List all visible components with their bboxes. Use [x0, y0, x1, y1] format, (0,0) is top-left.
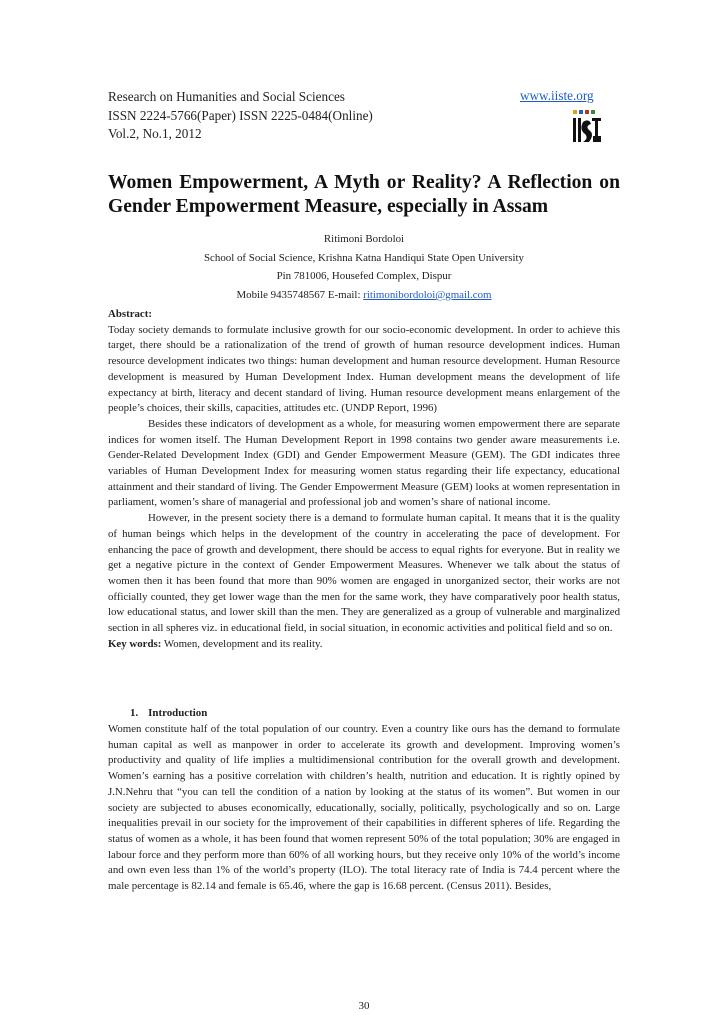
author-email-link[interactable]: ritimonibordoloi@gmail.com [363, 289, 492, 301]
introduction-paragraph-1: Women constitute half of the total population of our country. Even a country like ours has the demand to formulate human capital as well as manpower in order to accelerate its growth and development. Improving women’s productivity and quality of life implies a multidimensional contribution for the overall growth and development. Women’s earning has a positive correlation with children’s health, nutrition and education. It is rightly opined by J.N.Nehru that “you can tell the condition of a nation by looking at the status of its women”. But women in our society are subjected to abuses economically, educationally, socially, politically, psychologically and so on. Large inequalities prevail in our society for the improvement of their capabilities in different spheres of life. Regarding the status of women as a whole, it has been found that women represent 50% of the total population; 30% are engaged in labour force and they perform more than 60% of all working hours, but they receive only 10% of the world’s income and own even less than 1% of the world’s property (ILO). The total literacy rate of India is 74.4 percent where the male percentage is 82.14 and female is 65.46, where the gap is 16.68 percent. (Census 2011). Besides, [108, 723, 620, 893]
author-contact-prefix: Mobile 9435748567 E-mail: [236, 289, 364, 301]
journal-issn: ISSN 2224-5766(Paper) ISSN 2225-0484(Online) [108, 107, 373, 123]
abstract-paragraph-2: Besides these indicators of development as a whole, for measuring women empowerment there are separate indices for women itself. The Human Development Report in 1998 contains two gender aware measurements i.e. Gender-Related Development Index (GDI) and Gender Empowerment Measure (GEM). The GDI indicates three variables of Human Development Index for measuring women status regarding their life expectancy, educational attainment and their standard of living. The Gender Empowerment Measure (GEM) looks at women representation in parliament, women’s share of managerial and professional job and women’s share of national income. [108, 417, 620, 509]
journal-name: Research on Humanities and Social Sciences [108, 89, 345, 104]
abstract-section [108, 307, 620, 652]
section-heading-introduction [130, 707, 207, 719]
keywords-label: Key words: [108, 637, 162, 650]
page-number: 30 [358, 1000, 370, 1012]
abstract-paragraph-1: Today society demands to formulate inclusive growth for our socio-economic development. In order to achieve this target, there should be a rationalization of the trend of growth of human resource development indices. Human resource development indicates two things: human development and human resource development. Human Resource development is measured by Human Development Index. Human development means the development of life expectancy at birth, literacy and decent standard of living. Human resource development means enlargement of the people’s choices, their skills, capacities, attitudes etc. (UNDP Report, 1996) [108, 323, 620, 415]
title-line-2: Gender Empowerment Measure, especially in Assam [108, 195, 549, 217]
journal-volume: Vol.2, No.1, 2012 [108, 126, 202, 141]
author-affiliation: School of Social Science, Krishna Katna Handiqui State Open University [204, 252, 524, 264]
author-address: Pin 781006, Housefed Complex, Dispur [276, 270, 452, 282]
author-name: Ritimoni Bordoloi [323, 233, 405, 245]
author-contact [108, 289, 620, 301]
section-number: 1. [130, 707, 139, 719]
introduction-section [108, 722, 620, 895]
keywords-line [108, 637, 620, 653]
section-title: Introduction [148, 707, 208, 719]
abstract-paragraph-3: However, in the present society there is a demand to formulate human capital. It means that it is the quality of human beings which helps in the development of the country in accelerating the pace of development. For enhancing the pace of growth and development, there should be access to equal rights for everyone. But in reality we get a negative picture in the context of Gender Empowerment Measures. Whenever we talk about the status of women then it has been found that more than 90% women are engaged in unorganized sector, their works are not officially counted, they get lower wage than the men for the same work, they have comparatively poor health status, low educational status, and lower skill than the men. They are generalized as a group of vulnerable and marginalized section in all spheres viz. in educational field, in social situation, in economic activities and political field and so on. [108, 512, 620, 635]
journal-website-link[interactable]: www.iiste.org [520, 88, 594, 103]
title-line-1: Women Empowerment, A Myth or Reality? A Reflection on [108, 172, 620, 193]
iiste-logo-icon [571, 110, 603, 144]
paper-title [108, 171, 620, 218]
keywords-text: Women, development and its reality. [161, 637, 323, 650]
abstract-heading: Abstract: [108, 308, 152, 320]
